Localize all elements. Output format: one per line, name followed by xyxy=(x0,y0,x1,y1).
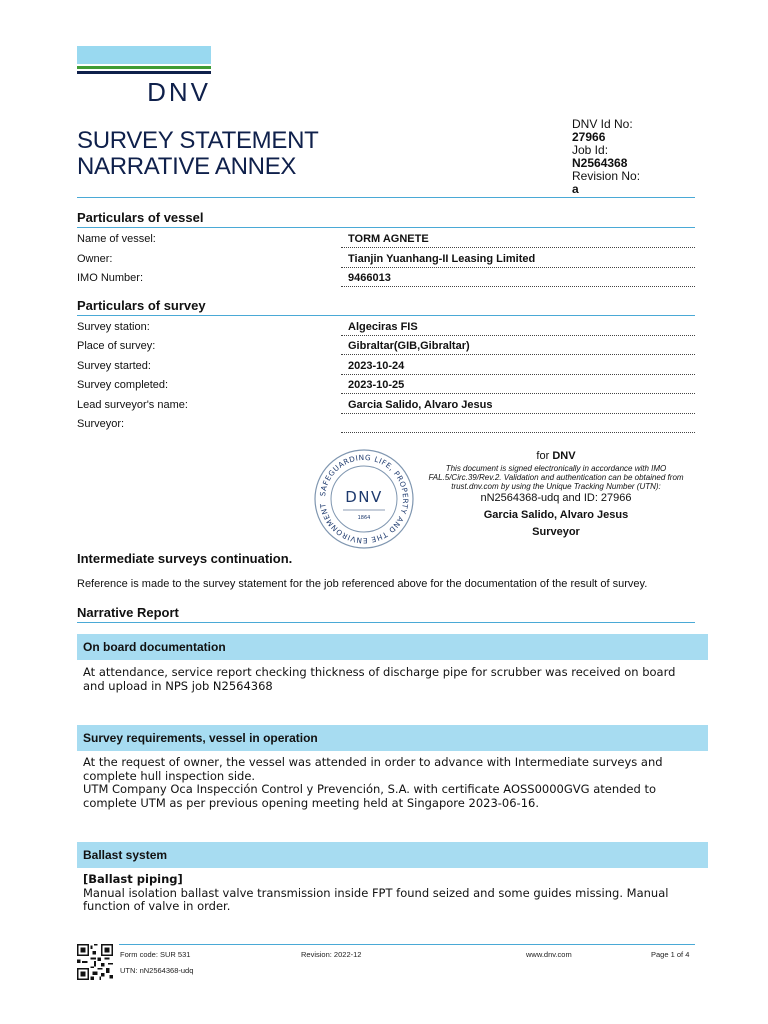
imo-label: IMO Number: xyxy=(77,272,144,284)
dnv-id-value: 27966 xyxy=(572,130,606,144)
vessel-name-value: TORM AGNETE xyxy=(348,233,429,245)
field-underline xyxy=(341,393,695,394)
logo-wordmark: DNV xyxy=(147,77,211,107)
body-line: UTM Company Oca Inspección Control y Prevención, S.A. with certificate AOSS0000GVG atended to xyxy=(83,782,657,796)
body-line: At attendance, service report checking thickness of discharge pipe for scrubber was received on board xyxy=(83,665,676,679)
body-line: and upload in NPS job N2564368 xyxy=(83,678,273,693)
footer-website: www.dnv.com xyxy=(526,950,572,959)
document-title xyxy=(77,128,318,180)
ballast-subtitle: [Ballast piping] xyxy=(83,872,183,886)
dnv-id-label: DNV Id No: xyxy=(572,117,633,131)
field-underline xyxy=(341,374,695,375)
notice-line-2: FAL.5/Circ.39/Rev.2. Validation and authentication can be obtained from xyxy=(428,473,684,482)
qr-code xyxy=(77,944,113,980)
survey-started-label: Survey started: xyxy=(77,360,151,372)
survey-station-value: Algeciras FIS xyxy=(348,321,418,333)
vessel-name-label: Name of vessel: xyxy=(77,233,156,245)
job-id-label: Job Id: xyxy=(572,143,609,157)
body-line: complete UTM as per previous opening meeting held at Singapore 2023-06-16. xyxy=(83,795,539,810)
owner-value: Tianjin Yuanhang-II Leasing Limited xyxy=(348,253,536,265)
footer-page-number: Page 1 of 4 xyxy=(651,950,690,959)
field-underline xyxy=(341,413,695,414)
survey-heading: Particulars of survey xyxy=(77,298,206,313)
survey-completed-label: Survey completed: xyxy=(77,379,169,391)
section-bar-ballast: Ballast system xyxy=(77,842,708,868)
signature-utn: nN2564368-udq and ID: 27966 xyxy=(480,492,632,504)
imo-value: 9466013 xyxy=(348,272,391,284)
survey-heading-rule xyxy=(77,315,695,316)
logo-sky-band xyxy=(77,46,211,64)
notice-line-1: This document is signed electronically in accordance with IMO xyxy=(445,464,667,473)
field-underline xyxy=(341,267,695,268)
place-value: Gibraltar(GIB,Gibraltar) xyxy=(348,340,470,352)
signature-notice xyxy=(410,464,702,491)
survey-completed-value: 2023-10-25 xyxy=(348,379,405,391)
seal-year-text: 1864 xyxy=(357,515,371,521)
field-underline xyxy=(341,432,695,433)
lead-surveyor-label: Lead surveyor's name: xyxy=(77,399,188,411)
body-line: At the request of owner, the vessel was attended in order to advance with Intermediate surveys and xyxy=(83,755,663,769)
body-line: Manual isolation ballast valve transmission inside FPT found seized and some guides missing. Manual xyxy=(83,885,669,900)
revision-label: Revision No: xyxy=(572,169,641,183)
body-line: complete hull inspection side. xyxy=(83,768,256,783)
section-body-survey-requirements xyxy=(83,756,698,810)
footer-revision: Revision: 2022-12 xyxy=(301,950,362,959)
field-underline xyxy=(341,247,695,248)
notice-line-3: trust.dnv.com by using the Unique Tracking Number (UTN): xyxy=(451,482,661,491)
section-body-documentation xyxy=(83,666,698,693)
body-line: function of valve in order. xyxy=(83,899,231,913)
survey-started-value: 2023-10-24 xyxy=(348,360,405,372)
field-underline xyxy=(341,335,695,336)
signature-role: Surveyor xyxy=(532,526,580,538)
lead-surveyor-value: Garcia Salido, Alvaro Jesus xyxy=(348,399,493,411)
title-line-2: NARRATIVE ANNEX xyxy=(77,153,297,180)
seal-ring-text: SAFEGUARDING LIFE, PROPERTY AND THE ENVIRONMENT xyxy=(318,452,411,546)
signature-for xyxy=(410,450,702,462)
logo-blue-line xyxy=(77,71,211,74)
logo-green-line xyxy=(77,66,211,69)
section-body-ballast xyxy=(83,873,698,914)
signature-name: Garcia Salido, Alvaro Jesus xyxy=(483,509,629,521)
footer-form-code: Form code: SUR 531 xyxy=(120,950,191,959)
footer-utn: UTN: nN2564368-udq xyxy=(120,966,194,975)
intermediate-text: Reference is made to the survey statement for the job referenced above for the documentation of the result of survey. xyxy=(77,578,648,590)
place-label: Place of survey: xyxy=(77,340,156,352)
vessel-heading: Particulars of vessel xyxy=(77,210,204,225)
id-block xyxy=(572,118,640,196)
dnv-logo xyxy=(77,46,211,106)
intermediate-heading: Intermediate surveys continuation. xyxy=(77,551,293,566)
section-bar-documentation: On board documentation xyxy=(77,634,708,660)
vessel-heading-rule xyxy=(77,227,695,228)
dnv-seal-stamp xyxy=(313,448,415,550)
job-id-value: N2564368 xyxy=(572,156,628,170)
owner-label: Owner: xyxy=(77,253,113,265)
surveyor-label: Surveyor: xyxy=(77,418,125,430)
field-underline xyxy=(341,286,695,287)
narrative-heading: Narrative Report xyxy=(77,605,179,620)
header-divider xyxy=(77,197,695,198)
section-bar-survey-requirements: Survey requirements, vessel in operation xyxy=(77,725,708,751)
seal-center-text: DNV xyxy=(345,488,383,506)
for-prefix: for xyxy=(536,450,553,462)
survey-station-label: Survey station: xyxy=(77,321,150,333)
footer-rule xyxy=(119,944,695,945)
field-underline xyxy=(341,354,695,355)
narrative-rule xyxy=(77,622,695,623)
title-line-1: SURVEY STATEMENT xyxy=(77,127,319,154)
for-org: DNV xyxy=(552,450,576,462)
revision-value: a xyxy=(572,182,579,196)
